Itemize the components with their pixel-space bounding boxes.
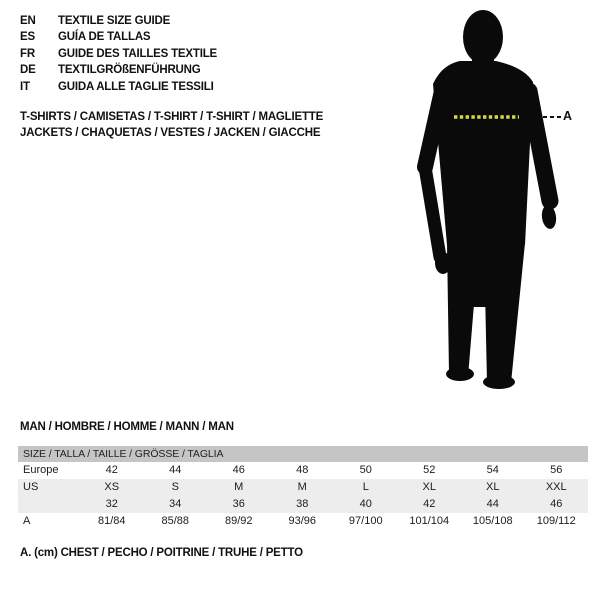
language-row-fr [20,46,217,62]
language-list [20,13,217,95]
language-label: GUIDE DES TAILLES TEXTILE [58,47,217,60]
row-label: A [23,515,31,527]
table-cell: 42 [105,464,118,476]
table-cell: 46 [232,464,245,476]
language-code: DE [20,64,36,77]
table-cell: M [297,481,307,493]
silhouette-shapes [425,10,558,389]
language-row-de [20,62,217,78]
row-label: Europe [23,464,59,476]
table-cell: 101/104 [409,515,450,527]
language-code: EN [20,15,36,27]
table-cell: XS [104,481,120,493]
language-code: ES [20,31,35,44]
measurement-footnote: A. (cm) CHEST / PECHO / POITRINE / TRUHE / PETTO [20,547,303,559]
language-row-it [20,79,217,95]
table-row-europe [18,462,588,479]
table-cell: 44 [169,464,182,476]
table-cell: 48 [296,464,309,476]
gender-heading: MAN / HOMBRE / HOMME / MANN / MAN [20,421,234,433]
table-cell: 40 [359,498,372,510]
size-table [18,446,588,530]
category-heading [20,109,323,141]
table-cell: 89/92 [224,515,253,527]
language-label: GUÍA DE TALLAS [58,31,151,44]
row-label [18,496,80,513]
figure-diagram [398,5,583,397]
table-cell: 52 [423,464,436,476]
table-cell: XXL [545,481,567,493]
language-code: FR [20,47,35,60]
language-label: TEXTILGRÖßENFÜHRUNG [58,64,201,77]
table-cell: 97/100 [348,515,383,527]
table-cell: 109/112 [536,515,576,527]
language-label: TEXTILE SIZE GUIDE [58,15,171,27]
table-cell: 93/96 [288,515,317,527]
man-silhouette [398,5,583,397]
table-cell: XL [486,481,500,493]
category-line-jackets: JACKETS / CHAQUETAS / VESTES / JACKEN / GIACCHE [20,127,321,140]
size-table-header: SIZE / TALLA / TAILLE / GRÖSSE / TAGLIA [18,446,588,462]
table-cell: 32 [105,498,118,510]
language-row-en [20,13,217,29]
table-cell: 46 [550,498,563,510]
row-label: US [23,481,39,493]
table-cell: 85/88 [161,515,190,527]
table-cell: M [234,481,244,493]
table-cell: 105/108 [472,515,513,527]
table-cell: 38 [296,498,309,510]
table-cell: XL [422,481,436,493]
category-line-tshirts: T-SHIRTS / CAMISETAS / T-SHIRT / T-SHIRT / MAGLIETTE [20,111,324,123]
table-row-chest [18,513,588,530]
measurement-label-a: A [563,109,573,123]
table-cell: 42 [423,498,436,510]
table-cell: 54 [486,464,499,476]
language-row-es [20,29,217,45]
language-label: GUIDA ALLE TAGLIE TESSILI [58,80,214,93]
table-cell: 81/84 [97,515,126,527]
table-cell: 34 [169,498,182,510]
language-code: IT [20,80,30,93]
table-cell: 50 [359,464,372,476]
table-cell: 56 [550,464,563,476]
table-cell: 44 [486,498,499,510]
table-row-us [18,479,588,496]
table-cell: S [171,481,179,493]
table-cell: L [362,481,369,493]
table-cell: 36 [232,498,245,510]
table-row-numeric [18,496,588,513]
